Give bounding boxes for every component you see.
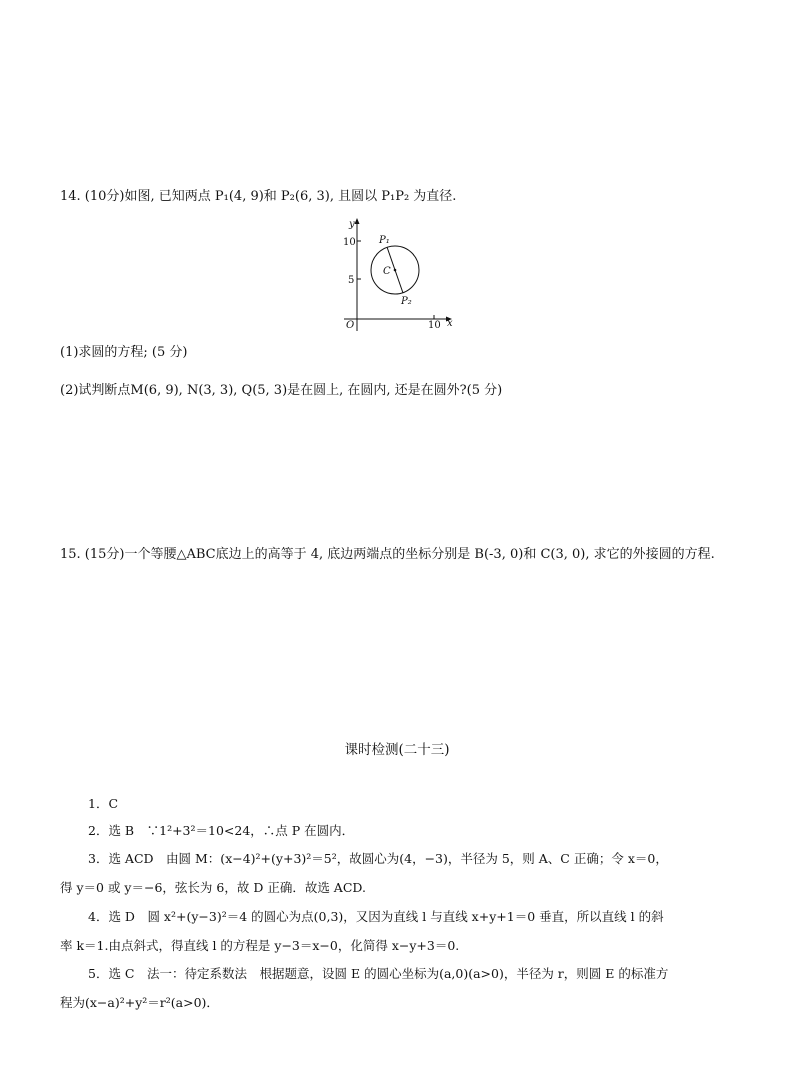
origin-label: O: [346, 320, 355, 331]
answer-line: 2．选 B ∵1²+3²＝10<24，∴点 P 在圆内．: [88, 823, 355, 838]
answers-title: 课时检测(二十三): [344, 742, 450, 758]
q15-stem: 15. (15分)一个等腰△ABC底边上的高等于 4, 底边两端点的坐标分别是 B(-3, 0)和 C(3, 0), 求它的外接圆的方程.: [60, 547, 715, 562]
q14-stem: 14. (10分)如图, 已知两点 P₁(4, 9)和 P₂(6, 3), 且圆以 P₁P₂ 为直径.: [60, 189, 457, 204]
answer-line: 5．选 C 法一：待定系数法 根据题意，设圆 E 的圆心坐标为(a,0)(a>0)，半径为 r，则圆 E 的标准方: [88, 966, 669, 981]
answer-line: 3．选 ACD 由圆 M：(x−4)²+(y+3)²＝5²，故圆心为(4，−3)，半径为 5，则 A、C 正确；令 x＝0，: [88, 851, 668, 866]
answer-line: 程为(x−a)²+y²＝r²(a>0)．: [60, 995, 219, 1010]
p1-label: P₁: [379, 235, 390, 246]
y-axis-arrow: [355, 218, 360, 224]
y-axis-label: y: [349, 219, 355, 230]
answer-line: 得 y＝0 或 y＝−6，弦长为 6，故 D 正确．故选 ACD.: [60, 880, 366, 895]
x-tick-label-10: 10: [428, 320, 441, 331]
y-tick-label-10: 10: [343, 237, 356, 248]
y-tick-label-5: 5: [348, 275, 355, 286]
answer-line: 1．C: [88, 796, 119, 811]
p2-label: P₂: [401, 296, 412, 307]
q14-part2: (2)试判断点M(6, 9), N(3, 3), Q(5, 3)是在圆上, 在圆内, 还是在圆外?(5 分): [60, 383, 503, 398]
c-label: C: [383, 266, 391, 277]
answer-line: 4．选 D 圆 x²+(y−3)²＝4 的圆心为点(0,3)，又因为直线 l 与直线 x+y+1＝0 垂直，所以直线 l 的斜: [88, 909, 664, 924]
center-point: [394, 269, 397, 272]
q14-part1: (1)求圆的方程; (5 分): [60, 345, 188, 360]
x-axis-label: x: [447, 318, 453, 329]
coordinate-figure: [330, 215, 460, 333]
answer-line: 率 k＝1.由点斜式，得直线 l 的方程是 y−3＝x−0，化简得 x−y+3＝0.: [60, 938, 460, 953]
